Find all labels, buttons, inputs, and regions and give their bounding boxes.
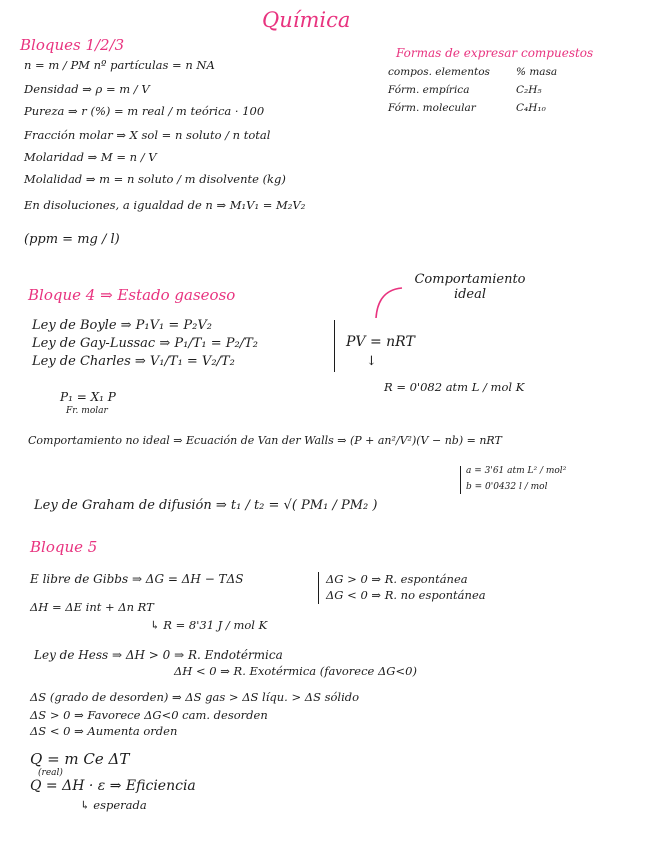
partial-pressure-note: Fr. molar (66, 406, 108, 416)
vdw-constant-b: b = 0'0432 l / mol (466, 482, 548, 492)
heat-expected-note: ↳ esperada (80, 798, 147, 812)
formas-row-label: compos. elementos (388, 66, 490, 78)
gas-constant: R = 0'082 atm L / mol K (384, 380, 525, 394)
heading-bloques-123: Bloques 1/2/3 (20, 36, 125, 54)
heading-bloque-4: Bloque 4 ⇒ Estado gaseoso (28, 286, 236, 304)
gas-law-line: Ley de Charles ⇒ V₁/T₁ = V₂/T₂ (32, 354, 235, 369)
formula-line: Pureza ⇒ r (%) = m real / m teórica · 100 (24, 104, 265, 118)
formula-line: Molaridad ⇒ M = n / V (24, 150, 157, 164)
formas-row-value: C₂H₅ (516, 84, 542, 96)
vdw-constant-a: a = 3'61 atm L² / mol² (466, 466, 567, 476)
gibbs-equation: E libre de Gibbs ⇒ ΔG = ΔH − TΔS (30, 572, 244, 586)
brace-divider (318, 572, 319, 604)
gas-constant-j: ↳ R = 8'31 J / mol K (150, 618, 268, 632)
heading-formas: Formas de expresar compuestos (396, 46, 594, 60)
formas-row-label: Fórm. molecular (388, 102, 476, 114)
formas-row-value: % masa (516, 66, 558, 78)
enthalpy-equation: ΔH = ΔE int + Δn RT (30, 600, 154, 614)
gas-law-line: Ley de Gay-Lussac ⇒ P₁/T₁ = P₂/T₂ (32, 336, 258, 351)
curved-arrow-icon (366, 284, 406, 324)
formula-line: En disoluciones, a igualdad de n ⇒ M₁V₁ = M₂V₂ (24, 198, 306, 212)
heat-real-note: (real) (38, 768, 63, 778)
formula-line: n = m / PM nº partículas = n NA (24, 58, 215, 72)
van-der-waals-equation: Comportamiento no ideal ⇒ Ecuación de Van der Walls ⇒ (P + an²/V²)(V − nb) = nRT (28, 434, 502, 447)
formula-line: Fracción molar ⇒ X sol = n soluto / n total (24, 128, 271, 142)
entropy-definition: ΔS (grado de desorden) ⇒ ΔS gas > ΔS líqu. > ΔS sólido (30, 690, 360, 704)
formula-line: Densidad ⇒ ρ = m / V (24, 82, 150, 96)
hess-law: Ley de Hess ⇒ ΔH > 0 ⇒ R. Endotérmica (34, 648, 283, 662)
brace-divider (460, 466, 461, 494)
heat-equation: Q = m Ce ΔT (30, 750, 130, 768)
gibbs-negative: ΔG < 0 ⇒ R. no espontánea (326, 588, 486, 602)
entropy-positive: ΔS > 0 ⇒ Favorece ΔG<0 cam. desorden (30, 708, 268, 722)
gibbs-positive: ΔG > 0 ⇒ R. espontánea (326, 572, 468, 586)
gas-law-line: Ley de Boyle ⇒ P₁V₁ = P₂V₂ (32, 318, 212, 333)
heat-efficiency: Q = ΔH · ε ⇒ Eficiencia (30, 778, 196, 794)
graham-law: Ley de Graham de difusión ⇒ t₁ / t₂ = √( PM₁ / PM₂ ) (34, 498, 378, 513)
brace-divider (334, 320, 335, 372)
hess-law-exothermic: ΔH < 0 ⇒ R. Exotérmica (favorece ΔG<0) (174, 664, 417, 678)
ideal-behaviour-label: Comportamiento ideal (414, 272, 526, 302)
partial-pressure: P₁ = X₁ P (60, 390, 116, 404)
entropy-negative: ΔS < 0 ⇒ Aumenta orden (30, 724, 178, 738)
heading-bloque-5: Bloque 5 (30, 538, 98, 556)
ideal-gas-equation: PV = nRT (346, 334, 415, 350)
page-title: Química (262, 8, 351, 32)
formula-line: Molalidad ⇒ m = n soluto / m disolvente (kg) (24, 172, 286, 186)
formula-line: (ppm = mg / l) (24, 232, 120, 247)
arrow-down-icon: ↓ (366, 354, 377, 369)
formas-row-label: Fórm. empírica (388, 84, 470, 96)
formas-row-value: C₄H₁₀ (516, 102, 546, 114)
